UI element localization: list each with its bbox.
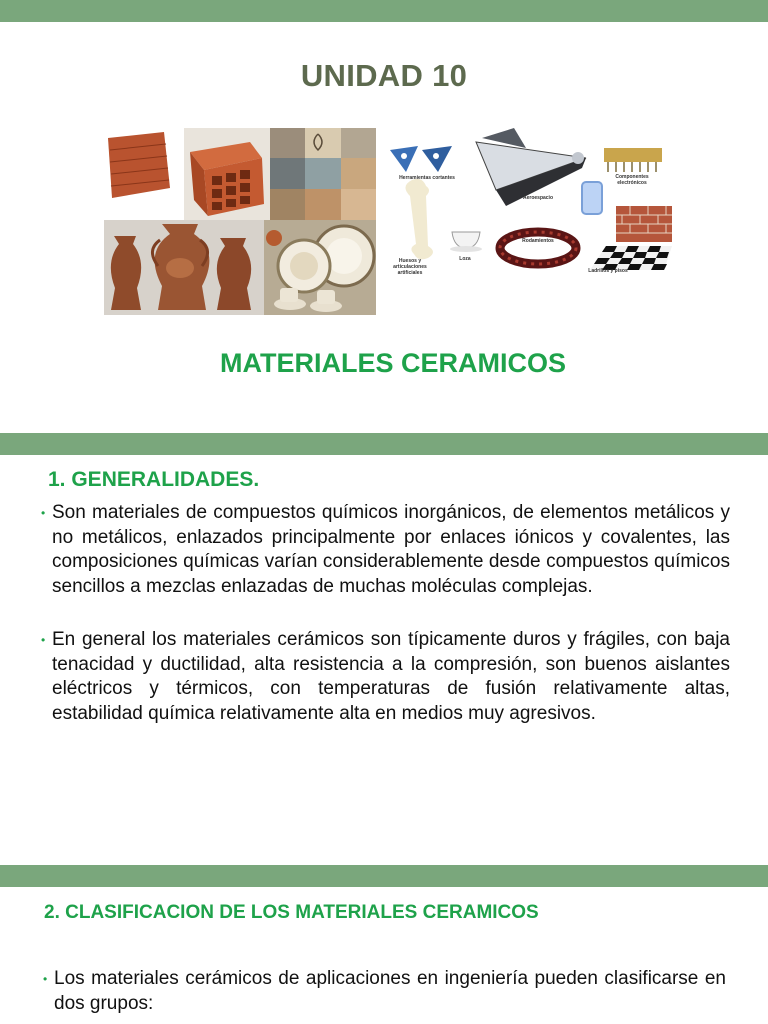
bullet-paragraph	[43, 967, 726, 1016]
slide-title: UNIDAD 10	[300, 58, 468, 93]
ceramic-products-image	[104, 128, 376, 315]
caption-componentes: Componentes electrónicos	[615, 174, 649, 186]
bullet-icon: •	[41, 506, 46, 520]
caption-aeroespacio: Aeroespacio	[522, 195, 553, 201]
bullet-paragraph	[41, 628, 730, 726]
ceramic-applications-image	[386, 128, 676, 288]
slide-subtitle: MATERIALES CERAMICOS	[219, 348, 566, 378]
bullet-icon: •	[41, 633, 46, 647]
caption-herramientas: Herramientas cortantes	[399, 175, 455, 181]
slide-divider-band	[0, 865, 768, 887]
section-heading-clasificacion: 2. CLASIFICACION DE LOS MATERIALES CERAMICOS	[44, 902, 539, 923]
caption-huesos: Huesos y articulaciones artificiales	[393, 258, 427, 276]
bullet-text: En general los materiales cerámicos son típicamente duros y frágiles, con baja tenacidad y ductilidad, alta resistencia a la compresión, son buenos aislantes eléctricos y térmicos, con temperaturas de fusión relativamente altas, estabilidad química relativamente alta en medios muy agresivos.	[52, 629, 730, 724]
bullet-paragraph	[41, 501, 730, 599]
caption-loza: Loza	[459, 256, 471, 262]
slide-divider-band	[0, 433, 768, 455]
caption-ladrillos: Ladrillos y pisos	[588, 268, 628, 274]
bullet-text: Los materiales cerámicos de aplicaciones en ingeniería pueden clasificarse en dos grupos:	[54, 968, 726, 1014]
bullet-icon: •	[43, 972, 48, 986]
ceramic-products-illustration	[104, 128, 376, 315]
slide-top-band	[0, 0, 768, 22]
bullet-text: Son materiales de compuestos químicos inorgánicos, de elementos metálicos y no metálicos, enlazados principalmente por enlaces iónicos y covalentes, las composiciones químicas varían considerablemente desde compuestos químicos sencillos a mezclas enlazadas de muchas moléculas complejas.	[52, 502, 730, 597]
section-heading-generalidades: 1. GENERALIDADES.	[48, 468, 260, 491]
caption-rodamientos: Rodamientos	[522, 238, 554, 244]
